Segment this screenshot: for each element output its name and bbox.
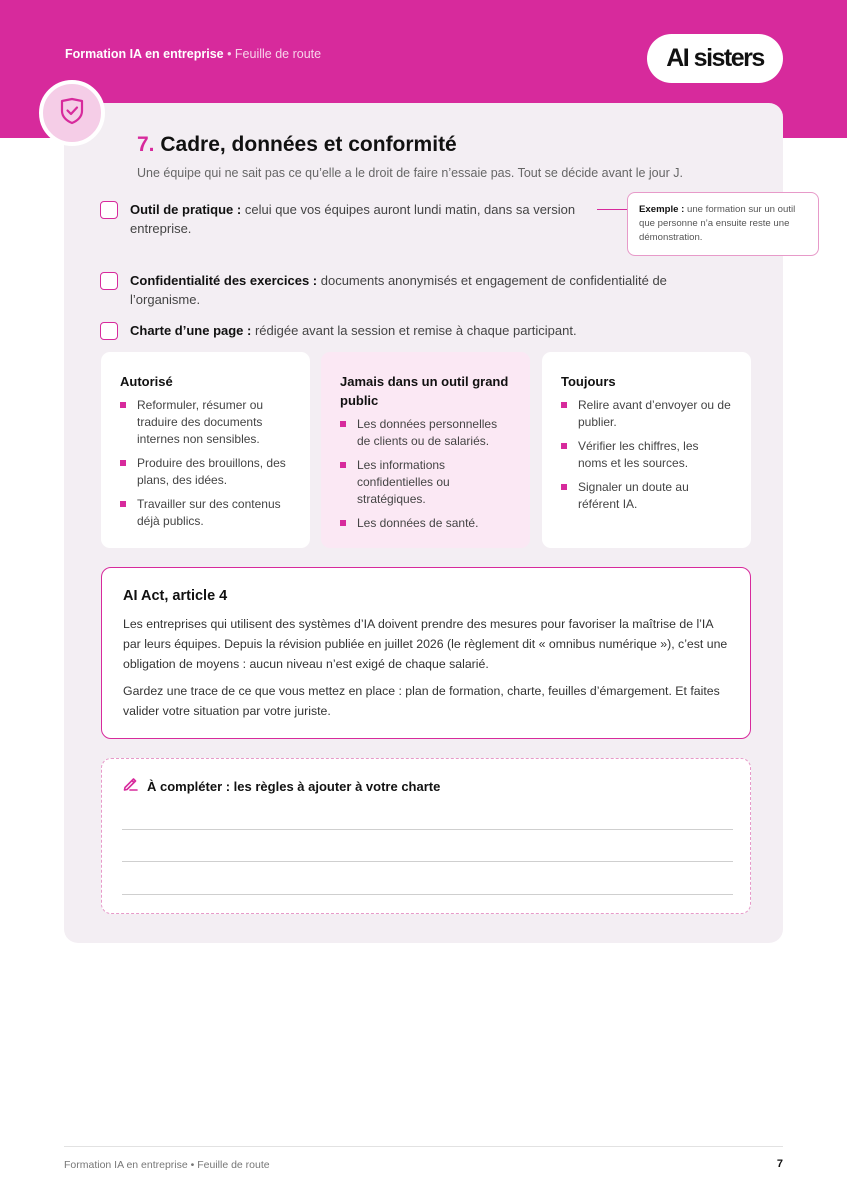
footer-title: Formation IA en entreprise • Feuille de route [64,1159,270,1171]
square-bullet-icon [120,460,126,466]
writing-line[interactable] [122,894,733,895]
square-bullet-icon [561,443,567,449]
column-title: Autorisé [120,374,173,389]
list-item: Reformuler, résumer ou traduire des documents internes non sensibles. [120,397,290,448]
checklist-item-text: Outil de pratique : celui que vos équipes auront lundi matin, dans sa version entreprise. [130,202,576,236]
shield-check-icon [59,97,85,130]
brand-logo: AI sisters [647,34,783,83]
checklist-item-outil [100,200,600,238]
square-bullet-icon [561,484,567,490]
page-number: 7 [776,1158,783,1170]
ai-act-paragraph: Les entreprises qui utilisent des systèmes d’IA doivent prendre des mesures pour favoriser la maîtrise de l’IA par leurs équipes. Depuis la révision publiée en juillet 2026 (le règlement dit « omnibus numérique »), c’est une obligation de moyens : aucun niveau n’est exigé de chaque salarié. [123,617,728,671]
section-badge [39,80,105,146]
list-item: Les informations confidentielles ou stratégiques. [340,457,510,508]
writing-line[interactable] [122,861,733,862]
column-title: Toujours [561,374,616,389]
list-item: Vérifier les chiffres, les noms et les sources. [561,438,731,472]
column-list [561,397,731,513]
square-bullet-icon [340,462,346,468]
writing-line[interactable] [122,829,733,830]
checkbox[interactable] [100,322,118,340]
column-title: Jamais dans un outil grand public [340,374,509,408]
square-bullet-icon [120,402,126,408]
list-item: Les données personnelles de clients ou de salariés. [340,416,510,450]
example-callout: Exemple : une formation sur un outil que personne n’a ensuite reste une démonstration. [627,192,819,256]
ai-act-title: AI Act, article 4 [123,588,228,604]
list-item: Relire avant d’envoyer ou de publier. [561,397,731,431]
column-list [120,397,290,530]
checklist-item-charte [100,321,720,340]
pencil-icon [122,775,139,797]
column-jamais [321,352,530,548]
square-bullet-icon [340,520,346,526]
document-header-title: Formation IA en entreprise • Feuille de route [65,47,322,61]
list-item: Produire des brouillons, des plans, des idées. [120,455,290,489]
example-connector-line [597,209,627,210]
square-bullet-icon [561,402,567,408]
checkbox[interactable] [100,272,118,290]
checklist-item-text: Confidentialité des exercices : documents anonymisés et engagement de confidentialité de l’organisme. [130,273,667,307]
section-subtitle: Une équipe qui ne sait pas ce qu’elle a le droit de faire n’essaie pas. Tout se décide avant le jour J. [137,166,683,180]
ai-act-callout [101,567,751,739]
checklist-item-text: Charte d’une page : rédigée avant la session et remise à chaque participant. [130,323,577,338]
column-autorise [101,352,310,548]
list-item: Travailler sur des contenus déjà publics. [120,496,290,530]
list-item: Signaler un doute au référent IA. [561,479,731,513]
checkbox[interactable] [100,201,118,219]
ai-act-paragraph: Gardez une trace de ce que vous mettez en place : plan de formation, charte, feuilles d’émargement. Et faites valider votre situation par votre juriste. [123,684,720,718]
column-list [340,416,510,532]
checklist-item-confidentialite [100,271,700,309]
footer-divider [64,1146,783,1147]
section-title: 7. Cadre, données et conformité [137,133,457,156]
square-bullet-icon [340,421,346,427]
column-toujours [542,352,751,548]
todo-title: À compléter : les règles à ajouter à votre charte [147,778,441,794]
todo-writing-area[interactable] [101,758,751,914]
list-item: Les données de santé. [340,515,510,532]
square-bullet-icon [120,501,126,507]
todo-header [122,775,440,797]
